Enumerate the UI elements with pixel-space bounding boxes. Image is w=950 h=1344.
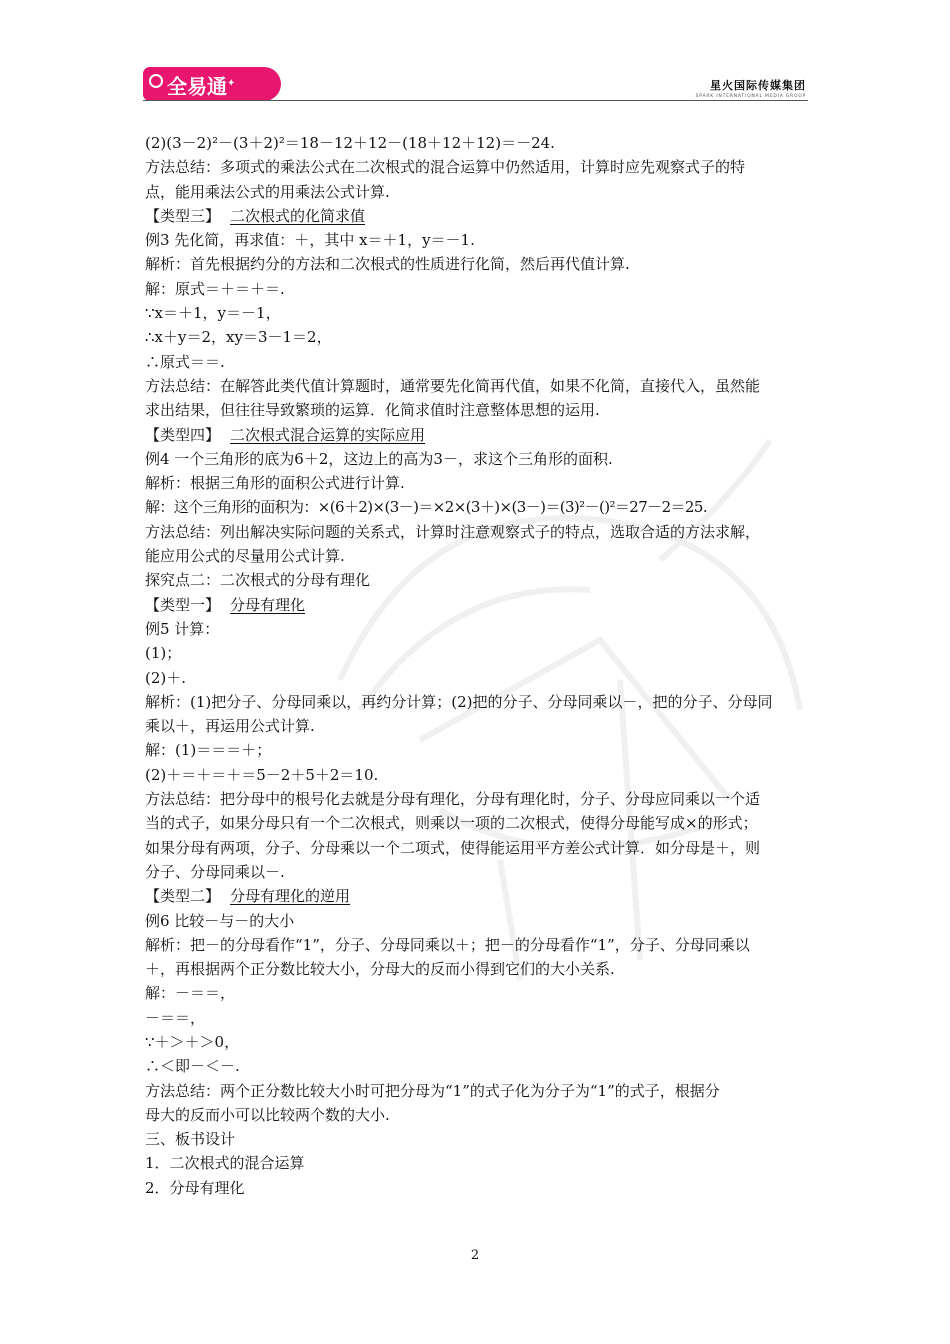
text-line: 解析：(1)把分子、分母同乘以，再约分计算；(2)把的分子、分母同乘以－，把的分子、分母同 bbox=[145, 692, 773, 711]
text-line: 解析：把－的分母看作“1”，分子、分母同乘以＋；把－的分母看作“1”，分子、分母同乘以 bbox=[145, 935, 750, 954]
section-title: 分母有理化 bbox=[230, 595, 306, 614]
text-line: 2．分母有理化 bbox=[145, 1178, 245, 1197]
section-heading bbox=[145, 593, 809, 617]
text-line: 解：－＝＝， bbox=[145, 984, 236, 1003]
text-line: 方法总结：在解答此类代值计算题时，通常要先化简再代值，如果不化简，直接代入，虽然能 bbox=[145, 376, 761, 395]
section-title: 分母有理化的逆用 bbox=[230, 887, 351, 906]
text-line: 方法总结：把分母中的根号化去就是分母有理化，分母有理化时，分子、分母应同乘以一个适 bbox=[145, 790, 761, 809]
section-tag: 【类型四】 bbox=[145, 425, 221, 444]
brand bbox=[696, 77, 806, 99]
logo bbox=[143, 67, 281, 101]
section-tag: 【类型二】 bbox=[145, 887, 221, 906]
text-line: ∵x＝＋1，y＝－1， bbox=[145, 304, 281, 323]
section-title: 二次根式混合运算的实际应用 bbox=[230, 425, 426, 444]
text-line: ∵＋＞＋＞0， bbox=[145, 1032, 240, 1051]
text-line: 方法总结：多项式的乘法公式在二次根式的混合运算中仍然适用，计算时应先观察式子的特 bbox=[145, 158, 746, 177]
text-line: ＋，再根据两个正分数比较大小，分母大的反而小得到它们的大小关系. bbox=[145, 960, 615, 979]
text-line: 乘以＋，再运用公式计算. bbox=[145, 717, 315, 736]
header-divider bbox=[143, 100, 808, 101]
text-line: 例4 一个三角形的底为6＋2，这边上的高为3－，求这个三角形的面积. bbox=[145, 449, 613, 468]
text-line: －＝＝， bbox=[145, 1008, 206, 1027]
text-line: 能应用公式的尽量用公式计算. bbox=[145, 547, 345, 566]
text-line: 方法总结：两个正分数比较大小时可把分母为“1”的式子化为分子为“1”的式子，根据分 bbox=[145, 1081, 720, 1100]
text-line: 解：(1)＝＝＝＋； bbox=[145, 741, 272, 760]
text-line: 当的式子，如果分母只有一个二次根式，则乘以一项的二次根式，使得分母能写成×的形式； bbox=[145, 814, 758, 833]
text-line: (2)＋＝＋＝＋＝5－2＋5＋2＝10. bbox=[145, 765, 379, 784]
text-line: 方法总结：列出解决实际问题的关系式，计算时注意观察式子的特点，选取合适的方法求解， bbox=[145, 522, 761, 541]
section-heading bbox=[145, 204, 809, 228]
text-line: (2)(3－2)²－(3＋2)²＝18－12＋12－(18＋12＋12)＝－24. bbox=[145, 134, 555, 152]
text-line: 1．二次根式的混合运算 bbox=[145, 1154, 305, 1173]
text-line: (2)＋. bbox=[145, 668, 187, 687]
text-line: 解：原式＝＋＝＋＝. bbox=[145, 279, 285, 298]
text-line: 探究点二：二次根式的分母有理化 bbox=[145, 571, 371, 590]
text-line: 例6 比较－与－的大小 bbox=[145, 911, 295, 930]
logo-star-icon: ✦ bbox=[227, 78, 236, 89]
text-line: 例5 计算： bbox=[145, 619, 220, 638]
text-line: ∴＜即－＜－. bbox=[145, 1057, 240, 1076]
document-body bbox=[145, 131, 809, 1200]
section-title: 二次根式的化简求值 bbox=[230, 206, 366, 225]
text-line: 母大的反而小可以比较两个数的大小. bbox=[145, 1105, 390, 1124]
text-line: 解：这个三角形的面积为：×(6＋2)×(3－)＝×2×(3＋)×(3－)＝(3)²－()²＝27－2＝25. bbox=[145, 498, 707, 517]
section-tag: 【类型一】 bbox=[145, 595, 221, 614]
text-line: ∴原式＝＝. bbox=[145, 352, 225, 371]
text-line: 点，能用乘法公式的用乘法公式计算. bbox=[145, 182, 390, 201]
text-line: 求出结果，但往往导致繁琐的运算．化简求值时注意整体思想的运用. bbox=[145, 401, 600, 420]
text-line: 解析：根据三角形的面积公式进行计算. bbox=[145, 474, 405, 493]
section-tag: 【类型三】 bbox=[145, 206, 221, 225]
text-line: 分子、分母同乘以－. bbox=[145, 862, 285, 881]
logo-text: 全易通 bbox=[167, 74, 227, 99]
text-line: (1)； bbox=[145, 644, 182, 663]
brand-name-cn: 星火国际传媒集团 bbox=[710, 79, 806, 92]
page-number: 2 bbox=[470, 1248, 480, 1263]
text-line: 例3 先化简，再求值：＋，其中 x＝＋1，y＝－1. bbox=[145, 231, 475, 250]
text-line: 如果分母有两项，分子、分母乘以一个二项式，使得能运用平方差公式计算．如分母是＋，则 bbox=[145, 838, 761, 857]
section-heading bbox=[145, 884, 809, 908]
text-line: ∴x＋y＝2，xy＝3－1＝2， bbox=[145, 328, 332, 347]
text-line: 三、板书设计 bbox=[145, 1130, 236, 1149]
brand-name-en: SPARK INTERNATIONAL MEDIA GROUP bbox=[695, 94, 806, 99]
text-line: 解析：首先根据约分的方法和二次根式的性质进行化简，然后再代值计算. bbox=[145, 255, 630, 274]
logo-circle-icon bbox=[149, 74, 163, 88]
section-heading bbox=[145, 423, 809, 447]
